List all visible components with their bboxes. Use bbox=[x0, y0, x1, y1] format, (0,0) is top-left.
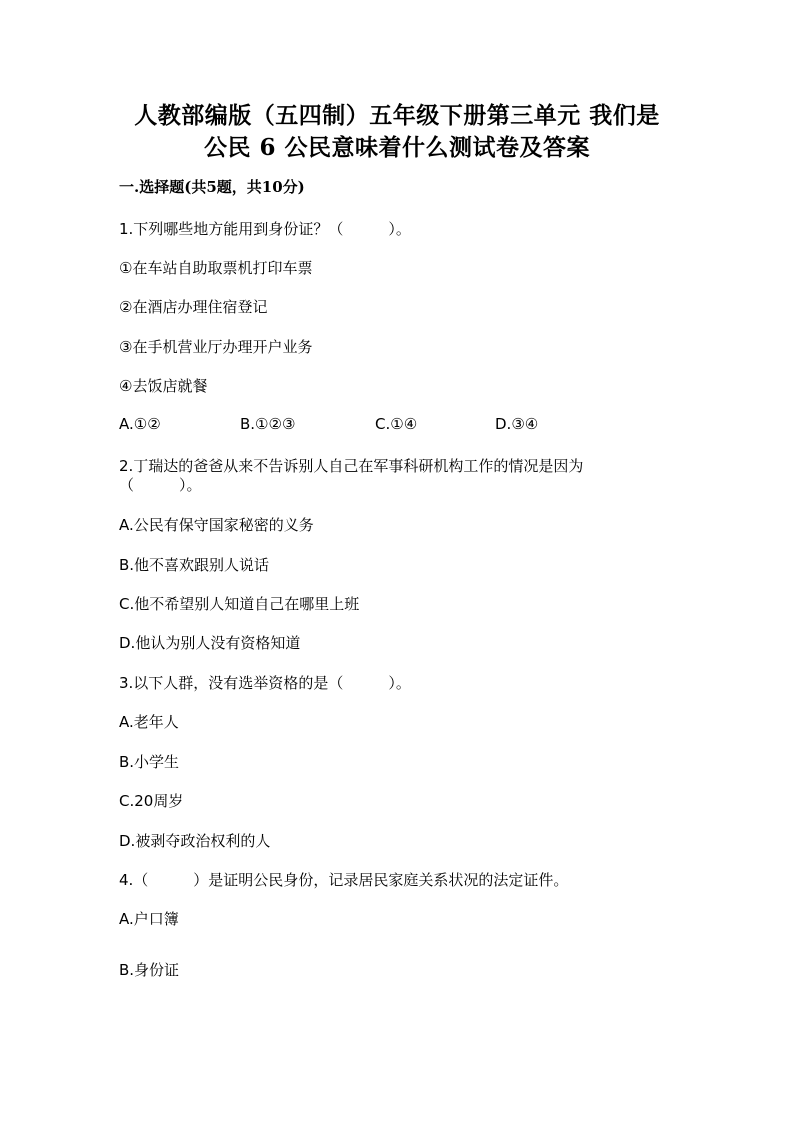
question-2-stem-line-2: （ ）。 bbox=[119, 476, 202, 494]
question-1-option-d: D.③④ bbox=[495, 415, 539, 433]
question-1-item-2: ②在酒店办理住宿登记 bbox=[119, 298, 268, 316]
question-2-option-c: C.他不希望别人知道自己在哪里上班 bbox=[119, 595, 360, 613]
question-3-option-a: A.老年人 bbox=[119, 713, 179, 731]
question-2-option-a: A.公民有保守国家秘密的义务 bbox=[119, 516, 314, 534]
question-4-stem: 4.（ ）是证明公民身份，记录居民家庭关系状况的法定证件。 bbox=[119, 871, 569, 889]
question-1-item-1: ①在车站自助取票机打印车票 bbox=[119, 259, 313, 277]
question-1-stem: 1.下列哪些地方能用到身份证？（ ）。 bbox=[119, 220, 411, 238]
question-3-option-b: B.小学生 bbox=[119, 753, 180, 771]
question-2-option-b: B.他不喜欢跟别人说话 bbox=[119, 556, 270, 574]
question-3-option-d: D.被剥夺政治权利的人 bbox=[119, 832, 271, 850]
document-title-line-1: 人教部编版（五四制）五年级下册第三单元 我们是 bbox=[134, 102, 660, 129]
document-title-line-2: 公民 6 公民意味着什么测试卷及答案 bbox=[203, 134, 591, 161]
question-1-option-a: A.①② bbox=[119, 415, 161, 433]
question-2-stem-line-1: 2.丁瑞达的爸爸从来不告诉别人自己在军事科研机构工作的情况是因为 bbox=[119, 457, 584, 475]
question-2-option-d: D.他认为别人没有资格知道 bbox=[119, 634, 301, 652]
question-3-option-c: C.20周岁 bbox=[119, 792, 184, 810]
question-4-option-b: B.身份证 bbox=[119, 961, 180, 979]
question-3-stem: 3.以下人群，没有选举资格的是（ ）。 bbox=[119, 674, 411, 692]
question-4-option-a: A.户口簿 bbox=[119, 910, 179, 928]
section-heading: 一.选择题(共5题，共10分) bbox=[119, 178, 305, 196]
question-1-item-3: ③在手机营业厅办理开户业务 bbox=[119, 338, 313, 356]
question-1-option-c: C.①④ bbox=[375, 415, 418, 433]
question-1-option-b: B.①②③ bbox=[240, 415, 296, 433]
question-1-item-4: ④去饭店就餐 bbox=[119, 377, 208, 395]
